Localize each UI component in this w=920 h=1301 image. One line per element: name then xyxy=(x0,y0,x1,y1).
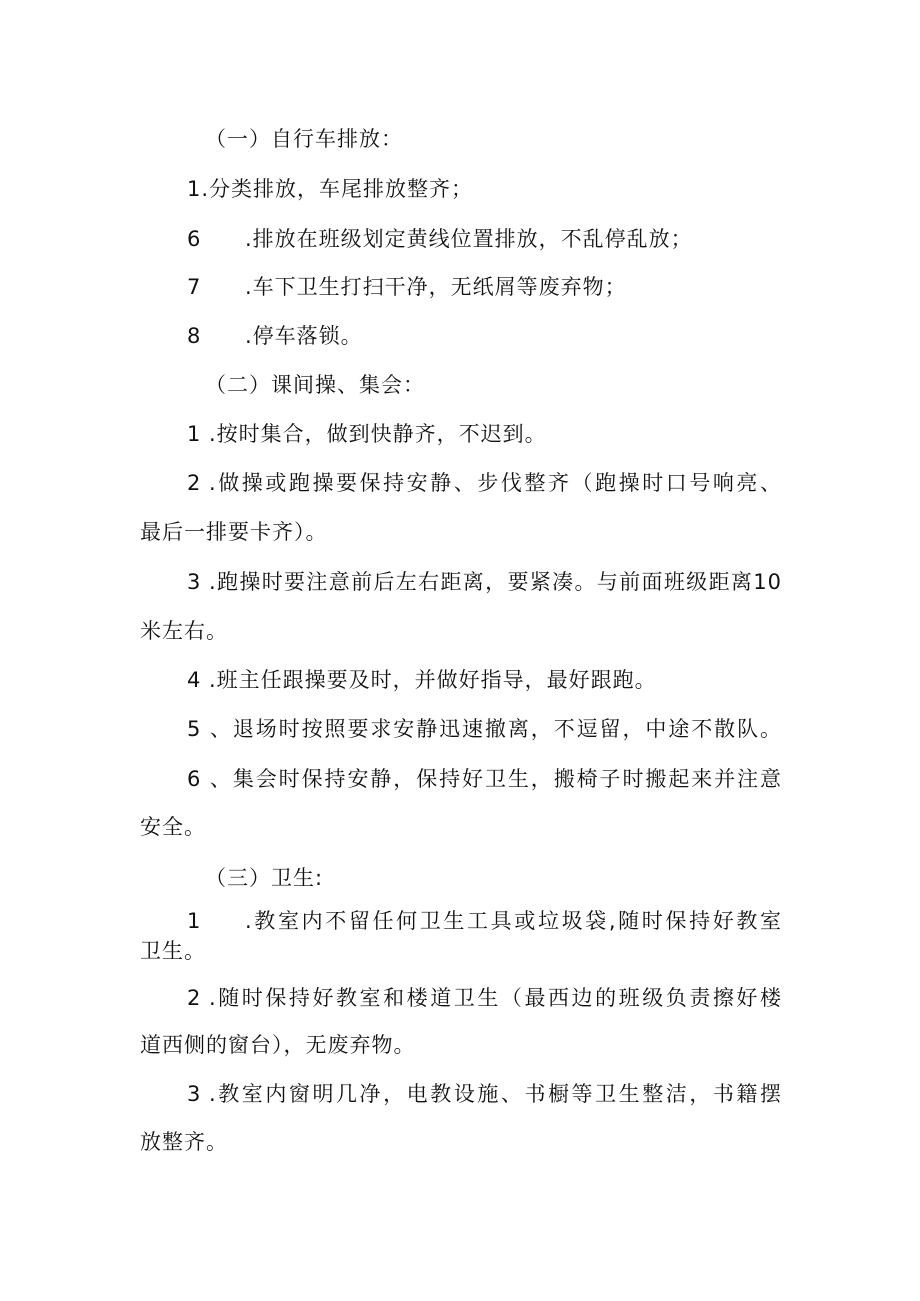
section-2-item-2-continued: 最后一排要卡齐）。 xyxy=(140,520,328,544)
section-3-item-3-continued: 放整齐。 xyxy=(140,1130,228,1154)
section-1-item-8 xyxy=(187,322,782,350)
section-2-item-2 xyxy=(187,469,782,497)
item-number: 6 xyxy=(187,767,202,791)
section-3-item-2 xyxy=(187,984,782,1012)
section-3-item-2-continued: 道西侧的窗台），无废弃物。 xyxy=(140,1033,416,1057)
section-3-item-1 xyxy=(187,907,782,935)
item-text: .班主任跟操要及时，并做好指导，最好跟跑。 xyxy=(209,668,657,692)
item-text: 分类排放，车尾排放整齐； xyxy=(209,177,474,201)
item-text: .按时集合，做到快静齐，不迟到。 xyxy=(209,422,547,446)
section-2-item-4 xyxy=(187,666,782,694)
item-number: 5 xyxy=(187,717,202,741)
item-text: .停车落锁。 xyxy=(245,324,363,348)
item-number: 6 xyxy=(187,227,202,251)
section-1-item-6 xyxy=(187,225,782,253)
section-1-heading: （一）自行车排放： xyxy=(205,127,403,151)
section-3-item-1-continued: 卫生。 xyxy=(140,939,206,963)
section-2-heading: （二）课间操、集会： xyxy=(205,373,425,397)
item-number: 1 xyxy=(187,909,202,933)
item-number: 3 xyxy=(187,1082,202,1106)
item-number: 3 xyxy=(187,570,202,594)
item-number: 4 xyxy=(187,668,202,692)
section-1-item-1 xyxy=(187,175,782,203)
item-number: 1 xyxy=(187,422,202,446)
item-text: 、集会时保持安静，保持好卫生，搬椅子时搬起来并注意 xyxy=(209,767,782,791)
item-text: .随时保持好教室和楼道卫生（最西边的班级负责擦好楼 xyxy=(209,986,782,1010)
section-2-item-3 xyxy=(187,568,782,596)
section-2-item-6-continued: 安全。 xyxy=(140,815,206,839)
section-2-item-1 xyxy=(187,420,782,448)
item-text: .教室内窗明几净，电教设施、书橱等卫生整洁，书籍摆 xyxy=(209,1082,782,1106)
item-text: .车下卫生打扫干净，无纸屑等废弃物； xyxy=(245,275,627,299)
section-3-item-3 xyxy=(187,1080,782,1108)
section-2-item-5 xyxy=(187,715,782,743)
section-1-item-7 xyxy=(187,273,782,301)
item-text: .教室内不留任何卫生工具或垃圾袋,随时保持好教室 xyxy=(245,909,782,933)
item-text: 、退场时按照要求安静迅速撤离，不逗留，中途不散队。 xyxy=(209,717,782,741)
item-number: 2 xyxy=(187,986,202,1010)
section-3-heading: （三）卫生: xyxy=(205,866,324,890)
item-number: 2 xyxy=(187,471,202,495)
section-2-item-3-continued: 米左右。 xyxy=(140,619,228,643)
item-number: 1. xyxy=(187,177,210,201)
item-text: .跑操时要注意前后左右距离，要紧凑。与前面班级距离10 xyxy=(209,570,782,594)
item-text: .排放在班级划定黄线位置排放，不乱停乱放； xyxy=(245,227,693,251)
item-number: 7 xyxy=(187,275,202,299)
item-number: 8 xyxy=(187,324,202,348)
item-text: .做操或跑操要保持安静、步伐整齐（跑操时口号响亮、 xyxy=(209,471,782,495)
section-2-item-6 xyxy=(187,765,782,793)
